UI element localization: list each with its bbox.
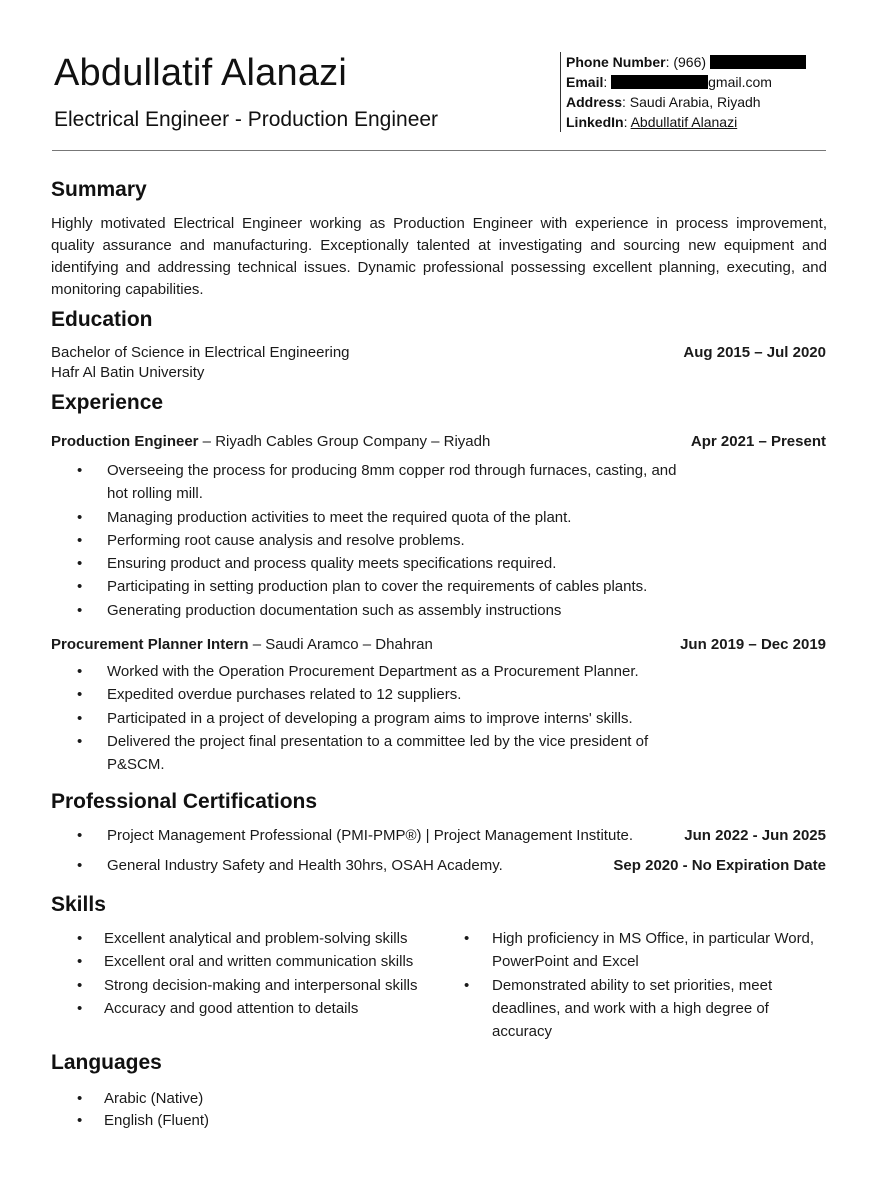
- list-item: • Strong decision-making and interpersonal skills: [51, 974, 451, 997]
- certification-text: • Project Management Professional (PMI-PMP®) | Project Management Institute.: [51, 826, 633, 846]
- contact-block: [560, 52, 806, 132]
- job-title-line: [51, 635, 433, 655]
- skills-right-list: [464, 927, 829, 1043]
- job-dates: Apr 2021 – Present: [690, 433, 826, 450]
- job-bullets: [51, 660, 691, 776]
- list-item: • Expedited overdue purchases related to 12 suppliers.: [51, 683, 691, 706]
- certification-item: [51, 826, 826, 846]
- list-item: • Ensuring product and process quality meets specifications required.: [51, 552, 691, 575]
- address-value: : Saudi Arabia, Riyadh: [622, 94, 761, 110]
- phone-value: : (966): [665, 54, 707, 70]
- skills-heading: Skills: [51, 893, 106, 916]
- job-org: – Riyadh Cables Group Company – Riyadh: [198, 433, 491, 450]
- education-dates: Aug 2015 – Jul 2020: [683, 344, 826, 361]
- summary-heading: Summary: [51, 178, 147, 201]
- contact-linkedin: [566, 112, 806, 132]
- email-suffix: gmail.com: [708, 74, 772, 90]
- experience-heading: Experience: [51, 391, 164, 414]
- phone-label: Phone Number: [566, 54, 666, 70]
- email-sep: :: [603, 74, 608, 90]
- contact-address: [566, 92, 806, 112]
- redaction-bar: [611, 75, 708, 89]
- header-divider: [52, 150, 826, 151]
- list-item: • English (Fluent): [51, 1110, 351, 1132]
- list-item: • Arabic (Native): [51, 1088, 351, 1110]
- certification-text: • General Industry Safety and Health 30hrs, OSAH Academy.: [51, 856, 503, 876]
- education-row: [51, 343, 826, 363]
- list-item: • Participated in a project of developing a program aims to improve interns' skills.: [51, 707, 691, 730]
- job-org: – Saudi Aramco – Dhahran: [248, 636, 433, 653]
- certification-dates: Sep 2020 - No Expiration Date: [613, 857, 826, 874]
- job-header: [51, 432, 826, 452]
- linkedin-link[interactable]: Abdullatif Alanazi: [630, 114, 738, 130]
- certification-dates: Jun 2022 - Jun 2025: [684, 827, 826, 844]
- languages-heading: Languages: [51, 1051, 162, 1074]
- linkedin-sep: :: [623, 114, 628, 130]
- list-item: • Performing root cause analysis and resolve problems.: [51, 529, 691, 552]
- list-item: • Worked with the Operation Procurement Department as a Procurement Planner.: [51, 660, 691, 683]
- job-role: Production Engineer: [51, 433, 199, 450]
- job-header: [51, 635, 826, 655]
- job-bullets: [51, 459, 691, 622]
- list-item: • Accuracy and good attention to details: [51, 997, 451, 1020]
- list-item: • Demonstrated ability to set priorities, meet deadlines, and work with a high degree of accuracy: [464, 974, 829, 1044]
- education-school: Hafr Al Batin University: [51, 364, 205, 381]
- list-item: • Generating production documentation such as assembly instructions: [51, 599, 691, 622]
- contact-phone: [566, 52, 806, 72]
- list-item: • Excellent analytical and problem-solving skills: [51, 927, 451, 950]
- resume-name: Abdullatif Alanazi: [54, 52, 348, 94]
- linkedin-label: LinkedIn: [566, 114, 624, 130]
- skills-left-list: [51, 927, 451, 1020]
- list-item: • High proficiency in MS Office, in particular Word, PowerPoint and Excel: [464, 927, 829, 974]
- resume-title: Electrical Engineer - Production Engineer: [54, 108, 439, 131]
- contact-email: [566, 72, 806, 92]
- certifications-heading: Professional Certifications: [51, 790, 318, 813]
- summary-text: Highly motivated Electrical Engineer working as Production Engineer with experience in process improvement, quality assurance and manufacturing. Exceptionally talented at investigating and sourcing new equipment and identifying and addressing technical issues. Dynamic professional possessing excellent planning, executing, and monitoring capabilities.: [51, 215, 827, 298]
- education-heading: Education: [51, 308, 153, 331]
- certification-item: [51, 856, 826, 876]
- list-item: • Managing production activities to meet the required quota of the plant.: [51, 506, 691, 529]
- job-role: Procurement Planner Intern: [51, 636, 249, 653]
- list-item: • Excellent oral and written communication skills: [51, 950, 451, 973]
- job-title-line: [51, 432, 490, 452]
- redaction-bar: [710, 55, 806, 69]
- list-item: • Participating in setting production plan to cover the requirements of cables plants.: [51, 575, 691, 598]
- languages-list: [51, 1088, 351, 1132]
- address-label: Address: [566, 94, 623, 110]
- education-degree: Bachelor of Science in Electrical Engineering: [51, 344, 350, 361]
- job-dates: Jun 2019 – Dec 2019: [680, 636, 826, 653]
- list-item: • Delivered the project final presentation to a committee led by the vice president of P&SCM.: [51, 730, 691, 777]
- email-label: Email: [566, 74, 604, 90]
- list-item: • Overseeing the process for producing 8mm copper rod through furnaces, casting, and hot rolling mill.: [51, 459, 691, 506]
